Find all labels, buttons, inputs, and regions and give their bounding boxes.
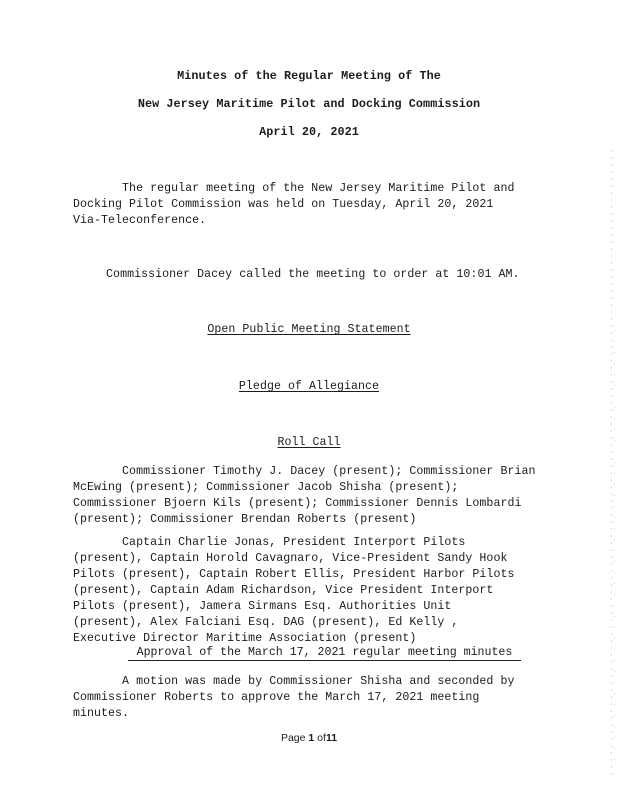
roll-call-others-line: Executive Director Maritime Association (present)	[73, 632, 417, 645]
heading-approval-minutes: Approval of the March 17, 2021 regular meeting minutes	[128, 645, 521, 661]
intro-line-2: Docking Pilot Commission was held on Tuesday, April 20, 2021	[73, 198, 494, 211]
call-to-order: Commissioner Dacey called the meeting to order at 10:01 AM.	[57, 268, 520, 281]
roll-call-commissioners-line: Commissioner Bjoern Kils (present); Commissioner Dennis Lombardi	[73, 497, 522, 510]
scan-edge-artifact	[611, 150, 612, 780]
roll-call-others-line: Captain Charlie Jonas, President Interport Pilots	[73, 536, 466, 549]
of-word: of	[317, 732, 326, 744]
meeting-date: April 20, 2021	[259, 125, 359, 139]
roll-call-others-line: (present), Captain Adam Richardson, Vice President Interport	[73, 584, 494, 597]
page-word: Page	[280, 732, 306, 744]
heading-roll-call: Roll Call	[277, 436, 341, 449]
roll-call-commissioners-line: Commissioner Timothy J. Dacey (present); Commissioner Brian	[73, 465, 536, 478]
intro-line-3: Via-Teleconference.	[73, 214, 207, 227]
roll-call-others-line: Pilots (present), Jamera Sirmans Esq. Authorities Unit	[73, 600, 452, 613]
scan-edge-artifact	[614, 330, 615, 770]
roll-call-commissioners-line: McEwing (present); Commissioner Jacob Shisha (present);	[73, 481, 459, 494]
intro-line-1: The regular meeting of the New Jersey Maritime Pilot and	[73, 182, 515, 195]
motion-line-1: A motion was made by Commissioner Shisha and seconded by	[73, 675, 515, 688]
heading-pledge: Pledge of Allegiance	[238, 380, 380, 393]
motion-line-2: Commissioner Roberts to approve the March 17, 2021 meeting	[73, 691, 480, 704]
heading-open-public-meeting: Open Public Meeting Statement	[207, 323, 411, 336]
roll-call-others-line: (present), Alex Falciani Esq. DAG (present), Ed Kelly ,	[73, 616, 459, 629]
title-line-1: Minutes of the Regular Meeting of The	[177, 69, 441, 83]
roll-call-others-line: Pilots (present), Captain Robert Ellis, President Harbor Pilots	[73, 568, 515, 581]
roll-call-others-line: (present), Captain Horold Cavagnaro, Vice-President Sandy Hook	[73, 552, 508, 565]
roll-call-commissioners-line: (present); Commissioner Brendan Roberts (present)	[73, 513, 417, 526]
page-current: 1	[308, 732, 315, 744]
motion-line-3: minutes.	[73, 707, 130, 720]
title-line-2: New Jersey Maritime Pilot and Docking Commission	[137, 97, 481, 111]
page-number-footer	[0, 732, 618, 744]
page-total: 11	[325, 732, 338, 744]
